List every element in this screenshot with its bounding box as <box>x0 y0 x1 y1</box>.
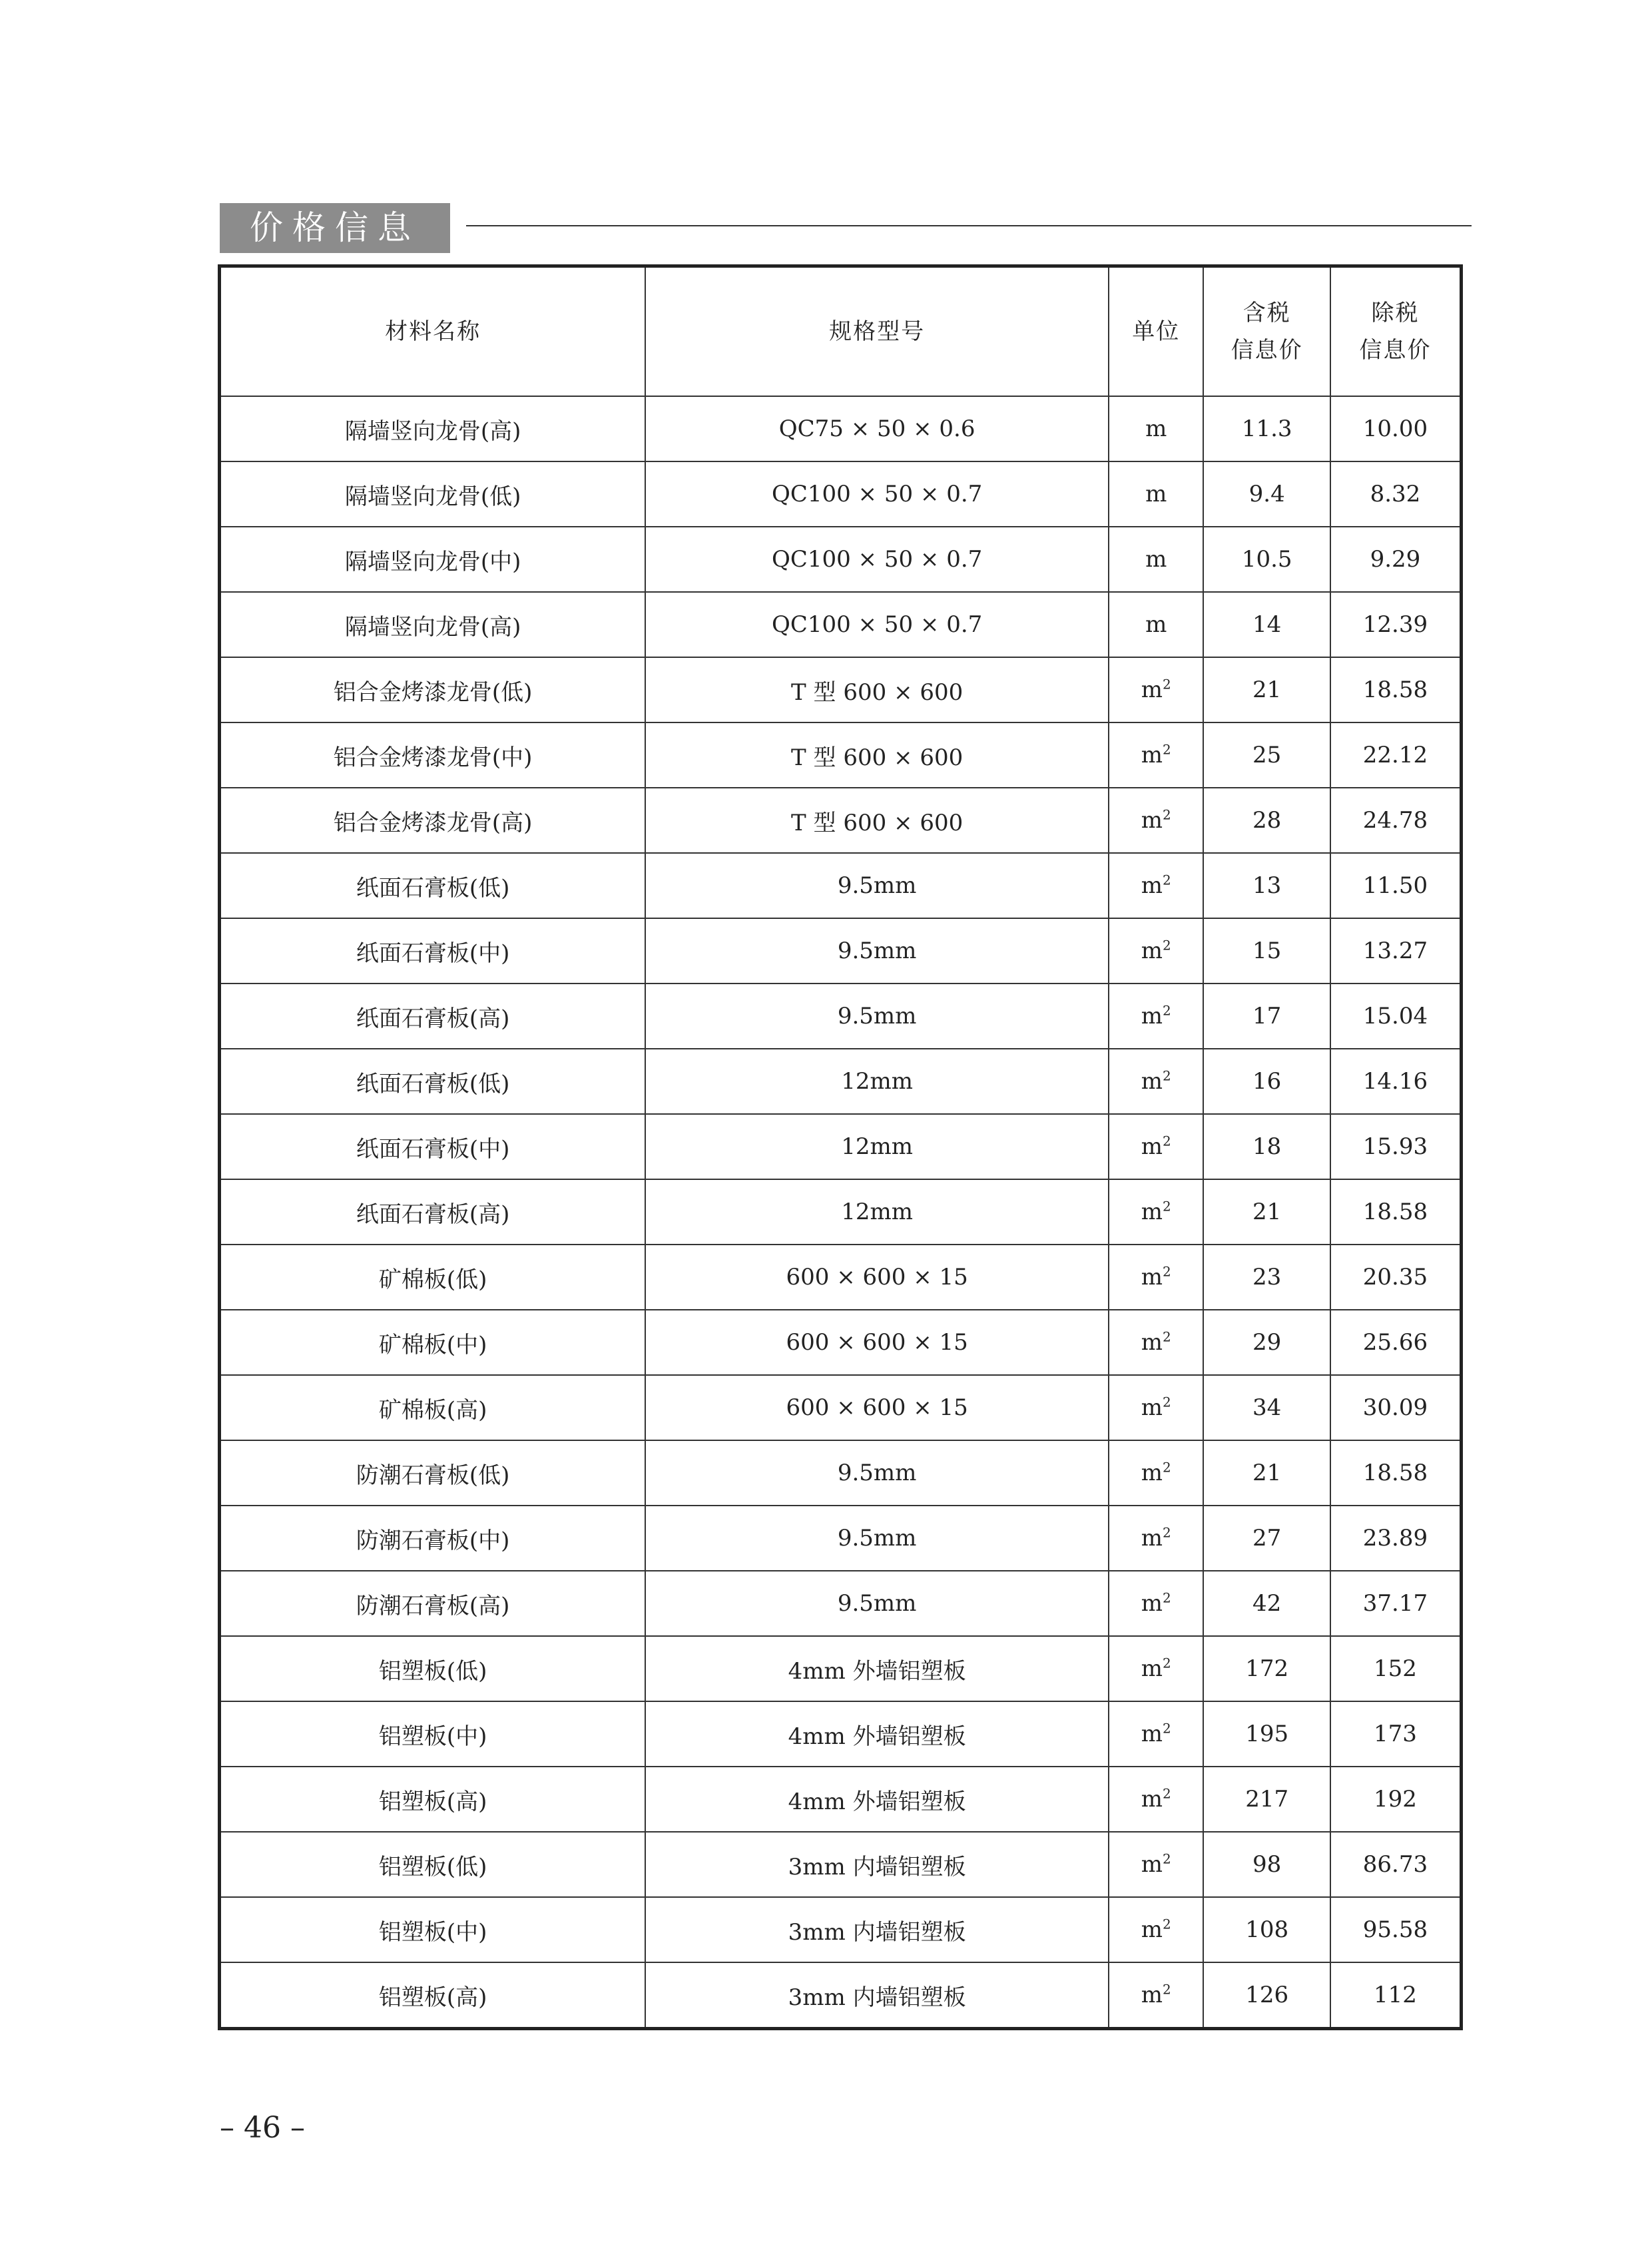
cell-tax-excluded-price: 22.12 <box>1330 722 1462 788</box>
unit-base: m <box>1141 1329 1163 1356</box>
cell-unit <box>1109 1049 1203 1114</box>
cell-unit <box>1109 396 1203 461</box>
cell-spec: 600 × 600 × 15 <box>645 1375 1109 1440</box>
table-row <box>220 1440 1462 1506</box>
cell-material-name: 防潮石膏板(中) <box>220 1506 646 1571</box>
cell-tax-excluded-price: 86.73 <box>1330 1832 1462 1897</box>
cell-spec: T 型 600 × 600 <box>645 788 1109 853</box>
unit-superscript: 2 <box>1163 1655 1171 1671</box>
table-body <box>220 396 1462 2029</box>
cell-spec: 9.5mm <box>645 984 1109 1049</box>
unit-base: m <box>1141 1199 1163 1225</box>
cell-material-name: 防潮石膏板(高) <box>220 1571 646 1636</box>
cell-tax-excluded-price: 25.66 <box>1330 1310 1462 1375</box>
cell-material-name: 纸面石膏板(低) <box>220 853 646 918</box>
cell-tax-excluded-price: 18.58 <box>1330 657 1462 722</box>
cell-tax-included-price: 34 <box>1203 1375 1330 1440</box>
cell-material-name: 铝塑板(高) <box>220 1767 646 1832</box>
cell-unit <box>1109 1245 1203 1310</box>
cell-unit <box>1109 1179 1203 1245</box>
unit-base: m <box>1141 1003 1163 1029</box>
unit-superscript: 2 <box>1163 1002 1171 1019</box>
unit-superscript: 2 <box>1163 1133 1171 1149</box>
unit-base: m <box>1145 481 1167 507</box>
table-row <box>220 1832 1462 1897</box>
unit-base: m <box>1145 546 1167 573</box>
unit-base: m <box>1141 1851 1163 1878</box>
cell-tax-excluded-price: 23.89 <box>1330 1506 1462 1571</box>
cell-tax-excluded-price: 37.17 <box>1330 1571 1462 1636</box>
header-material-name: 材料名称 <box>220 266 646 397</box>
cell-unit <box>1109 1114 1203 1179</box>
cell-material-name: 纸面石膏板(中) <box>220 918 646 984</box>
header-tax-excluded-line2: 信息价 <box>1359 337 1432 364</box>
cell-spec: T 型 600 × 600 <box>645 722 1109 788</box>
unit-base: m <box>1141 677 1163 703</box>
unit-base: m <box>1141 1982 1163 2008</box>
cell-spec: 9.5mm <box>645 1571 1109 1636</box>
table-row <box>220 1506 1462 1571</box>
unit-superscript: 2 <box>1163 1850 1171 1867</box>
header-tax-included-line2: 信息价 <box>1231 337 1303 364</box>
header-tax-included-price <box>1203 266 1330 397</box>
cell-unit <box>1109 1440 1203 1506</box>
table-row <box>220 984 1462 1049</box>
unit-base: m <box>1141 1590 1163 1617</box>
cell-tax-included-price: 23 <box>1203 1245 1330 1310</box>
cell-unit <box>1109 984 1203 1049</box>
cell-material-name: 铝塑板(中) <box>220 1701 646 1767</box>
cell-tax-excluded-price: 20.35 <box>1330 1245 1462 1310</box>
header-tax-excluded-line1: 除税 <box>1371 300 1420 326</box>
table-row <box>220 1179 1462 1245</box>
unit-superscript: 2 <box>1163 1459 1171 1476</box>
cell-tax-included-price: 10.5 <box>1203 527 1330 592</box>
cell-material-name: 铝合金烤漆龙骨(高) <box>220 788 646 853</box>
cell-spec: 600 × 600 × 15 <box>645 1245 1109 1310</box>
unit-superscript: 2 <box>1163 1263 1171 1280</box>
cell-unit <box>1109 1636 1203 1701</box>
unit-superscript: 2 <box>1163 1785 1171 1802</box>
cell-spec: 4mm 外墙铝塑板 <box>645 1636 1109 1701</box>
section-divider <box>466 225 1472 226</box>
header-unit: 单位 <box>1109 266 1203 397</box>
cell-unit <box>1109 1310 1203 1375</box>
unit-base: m <box>1141 1394 1163 1421</box>
cell-tax-included-price: 21 <box>1203 1179 1330 1245</box>
unit-superscript: 2 <box>1163 1589 1171 1606</box>
unit-superscript: 2 <box>1163 1394 1171 1410</box>
unit-base: m <box>1141 872 1163 899</box>
cell-material-name: 纸面石膏板(低) <box>220 1049 646 1114</box>
cell-tax-included-price: 21 <box>1203 1440 1330 1506</box>
cell-unit <box>1109 918 1203 984</box>
cell-spec: QC100 × 50 × 0.7 <box>645 527 1109 592</box>
cell-material-name: 铝合金烤漆龙骨(低) <box>220 657 646 722</box>
unit-superscript: 2 <box>1163 1916 1171 1932</box>
cell-unit <box>1109 1375 1203 1440</box>
cell-unit <box>1109 1571 1203 1636</box>
unit-base: m <box>1141 1721 1163 1747</box>
section-header <box>220 203 1472 253</box>
cell-material-name: 矿棉板(高) <box>220 1375 646 1440</box>
cell-tax-excluded-price: 30.09 <box>1330 1375 1462 1440</box>
cell-tax-excluded-price: 24.78 <box>1330 788 1462 853</box>
cell-spec: 9.5mm <box>645 1506 1109 1571</box>
cell-tax-included-price: 126 <box>1203 1962 1330 2029</box>
cell-material-name: 矿棉板(中) <box>220 1310 646 1375</box>
section-title: 价格信息 <box>220 203 450 253</box>
cell-tax-excluded-price: 10.00 <box>1330 396 1462 461</box>
cell-spec: 12mm <box>645 1114 1109 1179</box>
table-row <box>220 1571 1462 1636</box>
table-row <box>220 1310 1462 1375</box>
header-spec: 规格型号 <box>645 266 1109 397</box>
unit-superscript: 2 <box>1163 1720 1171 1737</box>
cell-tax-included-price: 29 <box>1203 1310 1330 1375</box>
price-table <box>218 264 1463 2030</box>
cell-tax-included-price: 42 <box>1203 1571 1330 1636</box>
cell-unit <box>1109 592 1203 657</box>
cell-tax-excluded-price: 8.32 <box>1330 461 1462 527</box>
table-row <box>220 853 1462 918</box>
table-row <box>220 396 1462 461</box>
table-header-row <box>220 266 1462 397</box>
cell-spec: QC100 × 50 × 0.7 <box>645 461 1109 527</box>
cell-tax-included-price: 18 <box>1203 1114 1330 1179</box>
table-row <box>220 1962 1462 2029</box>
cell-unit <box>1109 788 1203 853</box>
cell-spec: 9.5mm <box>645 1440 1109 1506</box>
page-number: – 46 – <box>220 2111 305 2145</box>
cell-tax-included-price: 15 <box>1203 918 1330 984</box>
cell-spec: QC75 × 50 × 0.6 <box>645 396 1109 461</box>
table-row <box>220 788 1462 853</box>
cell-material-name: 铝塑板(低) <box>220 1832 646 1897</box>
unit-superscript: 2 <box>1163 872 1171 888</box>
cell-spec: T 型 600 × 600 <box>645 657 1109 722</box>
cell-unit <box>1109 1962 1203 2029</box>
cell-material-name: 纸面石膏板(中) <box>220 1114 646 1179</box>
cell-tax-included-price: 217 <box>1203 1767 1330 1832</box>
unit-base: m <box>1141 1264 1163 1290</box>
cell-tax-excluded-price: 18.58 <box>1330 1179 1462 1245</box>
cell-tax-excluded-price: 95.58 <box>1330 1897 1462 1962</box>
cell-tax-included-price: 28 <box>1203 788 1330 853</box>
cell-spec: 3mm 内墙铝塑板 <box>645 1962 1109 2029</box>
cell-tax-included-price: 195 <box>1203 1701 1330 1767</box>
cell-tax-included-price: 16 <box>1203 1049 1330 1114</box>
cell-tax-included-price: 13 <box>1203 853 1330 918</box>
cell-tax-excluded-price: 9.29 <box>1330 527 1462 592</box>
cell-spec: 3mm 内墙铝塑板 <box>645 1897 1109 1962</box>
cell-unit <box>1109 1506 1203 1571</box>
table-row <box>220 1897 1462 1962</box>
cell-tax-excluded-price: 14.16 <box>1330 1049 1462 1114</box>
cell-material-name: 铝塑板(中) <box>220 1897 646 1962</box>
cell-spec: 9.5mm <box>645 853 1109 918</box>
unit-superscript: 2 <box>1163 1328 1171 1345</box>
header-tax-included-line1: 含税 <box>1242 300 1291 326</box>
unit-superscript: 2 <box>1163 937 1171 954</box>
cell-tax-excluded-price: 13.27 <box>1330 918 1462 984</box>
cell-tax-included-price: 17 <box>1203 984 1330 1049</box>
cell-unit <box>1109 1767 1203 1832</box>
cell-tax-excluded-price: 152 <box>1330 1636 1462 1701</box>
cell-material-name: 隔墙竖向龙骨(低) <box>220 461 646 527</box>
cell-tax-excluded-price: 192 <box>1330 1767 1462 1832</box>
cell-material-name: 隔墙竖向龙骨(中) <box>220 527 646 592</box>
unit-superscript: 2 <box>1163 1198 1171 1215</box>
unit-superscript: 2 <box>1163 1067 1171 1084</box>
table-row <box>220 657 1462 722</box>
unit-base: m <box>1145 416 1167 442</box>
unit-superscript: 2 <box>1163 1524 1171 1541</box>
cell-material-name: 纸面石膏板(高) <box>220 1179 646 1245</box>
cell-tax-included-price: 14 <box>1203 592 1330 657</box>
cell-tax-excluded-price: 173 <box>1330 1701 1462 1767</box>
unit-base: m <box>1141 1786 1163 1813</box>
unit-base: m <box>1141 1655 1163 1682</box>
table-row <box>220 1245 1462 1310</box>
cell-material-name: 纸面石膏板(高) <box>220 984 646 1049</box>
cell-tax-included-price: 27 <box>1203 1506 1330 1571</box>
cell-tax-excluded-price: 15.93 <box>1330 1114 1462 1179</box>
table-row <box>220 1114 1462 1179</box>
table-row <box>220 1636 1462 1701</box>
cell-tax-excluded-price: 11.50 <box>1330 853 1462 918</box>
header-tax-excluded-price <box>1330 266 1462 397</box>
cell-spec: 4mm 外墙铝塑板 <box>645 1701 1109 1767</box>
table-row <box>220 1767 1462 1832</box>
cell-tax-included-price: 172 <box>1203 1636 1330 1701</box>
unit-base: m <box>1141 938 1163 964</box>
table-row <box>220 592 1462 657</box>
cell-spec: 4mm 外墙铝塑板 <box>645 1767 1109 1832</box>
cell-material-name: 隔墙竖向龙骨(高) <box>220 592 646 657</box>
cell-tax-excluded-price: 18.58 <box>1330 1440 1462 1506</box>
cell-tax-excluded-price: 112 <box>1330 1962 1462 2029</box>
cell-unit <box>1109 722 1203 788</box>
cell-spec: QC100 × 50 × 0.7 <box>645 592 1109 657</box>
unit-base: m <box>1141 1133 1163 1160</box>
unit-superscript: 2 <box>1163 676 1171 693</box>
cell-spec: 3mm 内墙铝塑板 <box>645 1832 1109 1897</box>
unit-superscript: 2 <box>1163 1981 1171 1998</box>
cell-unit <box>1109 853 1203 918</box>
unit-base: m <box>1145 611 1167 638</box>
cell-tax-included-price: 11.3 <box>1203 396 1330 461</box>
cell-material-name: 隔墙竖向龙骨(高) <box>220 396 646 461</box>
cell-tax-included-price: 25 <box>1203 722 1330 788</box>
cell-tax-excluded-price: 12.39 <box>1330 592 1462 657</box>
cell-tax-included-price: 9.4 <box>1203 461 1330 527</box>
cell-material-name: 防潮石膏板(低) <box>220 1440 646 1506</box>
cell-material-name: 矿棉板(低) <box>220 1245 646 1310</box>
unit-base: m <box>1141 742 1163 768</box>
table-row <box>220 1049 1462 1114</box>
cell-material-name: 铝塑板(高) <box>220 1962 646 2029</box>
table-row <box>220 722 1462 788</box>
cell-tax-included-price: 108 <box>1203 1897 1330 1962</box>
cell-unit <box>1109 1701 1203 1767</box>
cell-tax-excluded-price: 15.04 <box>1330 984 1462 1049</box>
cell-material-name: 铝塑板(低) <box>220 1636 646 1701</box>
unit-superscript: 2 <box>1163 806 1171 823</box>
table-row <box>220 918 1462 984</box>
cell-unit <box>1109 527 1203 592</box>
unit-superscript: 2 <box>1163 741 1171 758</box>
unit-base: m <box>1141 1068 1163 1095</box>
unit-base: m <box>1141 1916 1163 1943</box>
table-row <box>220 461 1462 527</box>
cell-unit <box>1109 461 1203 527</box>
unit-base: m <box>1141 807 1163 834</box>
cell-unit <box>1109 1832 1203 1897</box>
cell-spec: 600 × 600 × 15 <box>645 1310 1109 1375</box>
cell-spec: 9.5mm <box>645 918 1109 984</box>
table-row <box>220 527 1462 592</box>
cell-spec: 12mm <box>645 1049 1109 1114</box>
cell-unit <box>1109 657 1203 722</box>
unit-base: m <box>1141 1525 1163 1552</box>
table-row <box>220 1701 1462 1767</box>
cell-tax-included-price: 98 <box>1203 1832 1330 1897</box>
unit-base: m <box>1141 1460 1163 1486</box>
cell-tax-included-price: 21 <box>1203 657 1330 722</box>
cell-spec: 12mm <box>645 1179 1109 1245</box>
table-row <box>220 1375 1462 1440</box>
cell-unit <box>1109 1897 1203 1962</box>
cell-material-name: 铝合金烤漆龙骨(中) <box>220 722 646 788</box>
